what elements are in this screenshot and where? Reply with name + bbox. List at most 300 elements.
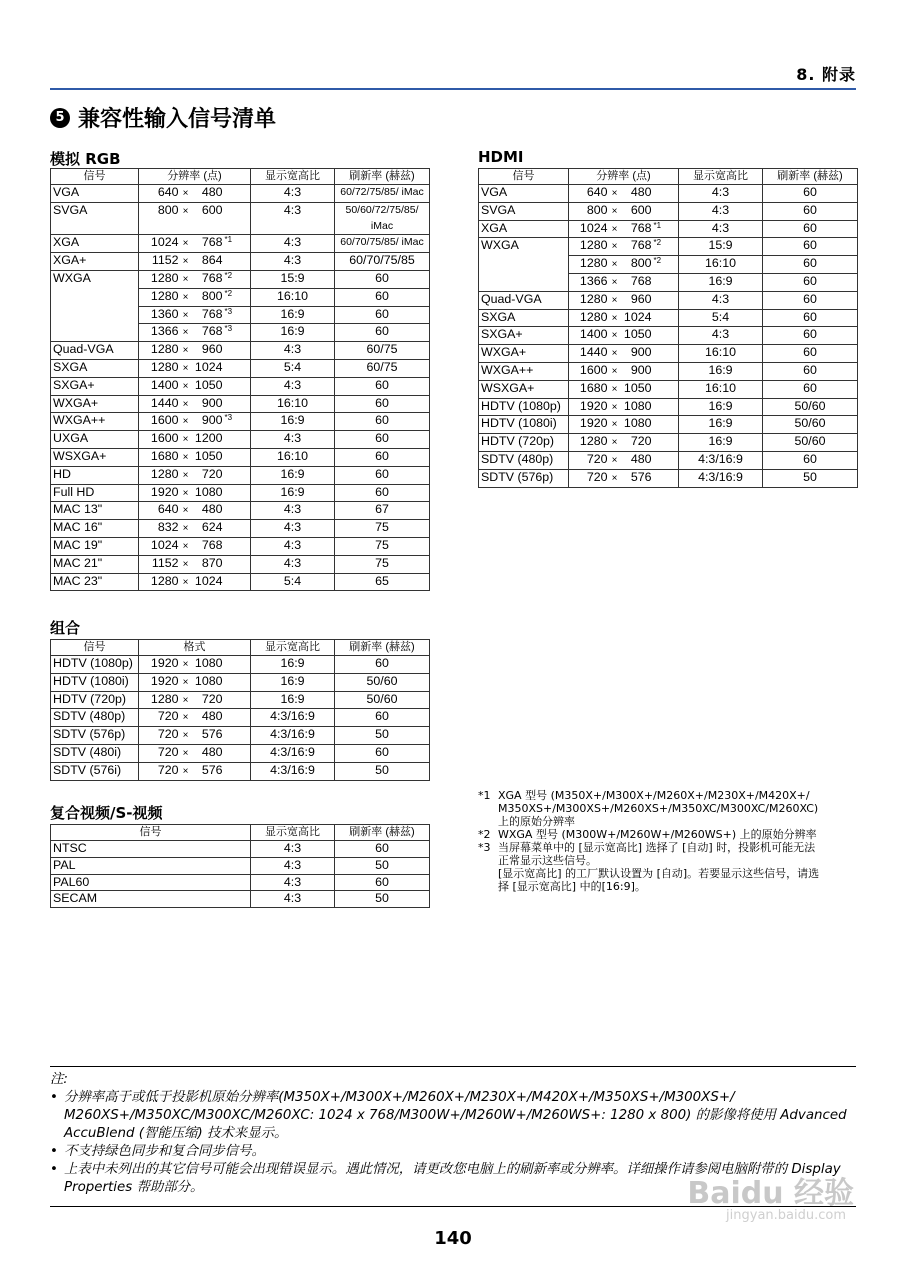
aspect-cell: 4:3 [251, 537, 335, 555]
refresh-cell: 60/70/75/85/ iMac [335, 235, 430, 253]
signal-cell [51, 324, 139, 342]
hdmi-title: HDMI [478, 148, 524, 166]
aspect-cell: 4:3 [251, 253, 335, 271]
resolution-cell [139, 359, 251, 377]
table-row [51, 762, 430, 780]
resolution [149, 431, 241, 448]
resolution-cell [569, 451, 679, 469]
times-symbol: × [182, 345, 189, 357]
table-row [479, 327, 858, 345]
resolution-width: 1280 [150, 359, 179, 374]
analog-rgb-title: 模拟 RGB [50, 150, 121, 168]
aspect-cell: 16:10 [251, 448, 335, 466]
signal-cell: HDTV (1080i) [51, 673, 139, 691]
refresh-cell: 60 [335, 324, 430, 342]
aspect-cell: 16:9 [679, 398, 763, 416]
table-row [51, 673, 430, 691]
resolution [578, 256, 670, 273]
resolution [578, 399, 670, 416]
footnote-line: M350XS+/M300XS+/M260XS+/M350XC/M300XC/M260XC) [498, 802, 819, 815]
footnote-ref: *2 [224, 270, 233, 280]
signal-cell: Quad-VGA [51, 342, 139, 360]
refresh-cell: 60 [763, 380, 858, 398]
refresh-cell: 60 [763, 345, 858, 363]
refresh-cell: 60 [763, 220, 858, 238]
table-header-row [479, 169, 858, 185]
signal-cell: XGA [479, 220, 569, 238]
resolution [149, 574, 241, 591]
resolution-height: 1080 [194, 673, 223, 688]
aspect-cell: 4:3/16:9 [251, 727, 335, 745]
resolution [149, 763, 241, 780]
times-symbol: × [611, 365, 618, 377]
resolution-width: 1680 [150, 448, 179, 463]
table-row [51, 555, 430, 573]
col-header-resolution: 分辨率 (点) [139, 169, 251, 185]
footnote-text [498, 789, 858, 828]
resolution-width: 720 [586, 469, 608, 484]
resolution [149, 342, 241, 359]
signal-cell: HDTV (1080i) [479, 416, 569, 434]
resolution-cell [139, 484, 251, 502]
resolution-width: 1400 [150, 377, 179, 392]
resolution-width: 1920 [150, 484, 179, 499]
aspect-cell: 4:3 [251, 874, 335, 891]
resolution [149, 324, 241, 341]
resolution-cell [139, 744, 251, 762]
table-row [51, 431, 430, 449]
resolution-height: 900 [630, 362, 652, 377]
resolution-width: 1280 [150, 342, 179, 357]
resolution-height: 900 [201, 413, 223, 428]
resolution-height: 1080 [194, 484, 223, 499]
times-symbol: × [182, 765, 189, 777]
note-text: 上表中未列出的其它信号可能会出现错误显示。遇此情况，请更改您电脑上的刷新率或分辨率。详细操作请参阅电脑附带的 Display Properties 帮助部分。 [64, 1162, 841, 1195]
resolution-cell [139, 520, 251, 538]
times-symbol: × [182, 327, 189, 339]
refresh-cell: 75 [335, 537, 430, 555]
resolution-cell [569, 291, 679, 309]
table-row [479, 434, 858, 452]
refresh-cell: 60 [763, 273, 858, 291]
table-row [51, 484, 430, 502]
table-row [479, 469, 858, 487]
refresh-cell: 75 [335, 555, 430, 573]
aspect-cell: 16:9 [251, 691, 335, 709]
resolution-width: 1360 [150, 306, 179, 321]
resolution-cell [569, 345, 679, 363]
resolution [149, 485, 241, 502]
table-row [51, 857, 430, 874]
aspect-cell: 4:3/16:9 [679, 451, 763, 469]
resolution [578, 185, 670, 202]
resolution-width: 1920 [150, 656, 179, 670]
times-symbol: × [182, 291, 189, 303]
resolution-width: 832 [157, 520, 179, 535]
signal-cell: PAL [51, 857, 251, 874]
table-row [51, 502, 430, 520]
aspect-cell: 4:3 [251, 185, 335, 203]
section-number-badge: 5 [50, 108, 70, 128]
page-number: 140 [434, 1228, 472, 1249]
resolution-height: 960 [201, 342, 223, 357]
refresh-cell: 50/60 [335, 673, 430, 691]
aspect-cell: 5:4 [251, 359, 335, 377]
table-row [479, 256, 858, 274]
table-row [479, 185, 858, 203]
resolution-width: 1280 [579, 309, 608, 324]
resolution-height: 600 [630, 202, 652, 217]
signal-cell: WSXGA+ [479, 380, 569, 398]
signal-cell [479, 256, 569, 274]
col-header-aspect: 显示宽高比 [679, 169, 763, 185]
table-row [51, 573, 430, 591]
refresh-cell: 60 [335, 288, 430, 306]
resolution-width: 720 [157, 709, 179, 724]
resolution-cell [569, 309, 679, 327]
resolution [149, 520, 241, 537]
col-header-format: 格式 [139, 640, 251, 656]
signal-cell: SDTV (480i) [51, 744, 139, 762]
table-header-row [51, 640, 430, 656]
aspect-cell: 5:4 [251, 573, 335, 591]
times-symbol: × [182, 309, 189, 321]
resolution [578, 452, 670, 469]
signal-cell: SVGA [51, 202, 139, 235]
refresh-cell: 50/60 [763, 416, 858, 434]
table-row [51, 448, 430, 466]
resolution [149, 413, 241, 430]
resolution-height: 864 [201, 253, 223, 268]
resolution-cell [139, 202, 251, 235]
refresh-cell: 50 [335, 891, 430, 908]
table-row [479, 380, 858, 398]
resolution-height: 576 [201, 762, 223, 777]
table-row [479, 451, 858, 469]
watermark-url: jingyan.baidu.com [726, 1208, 846, 1223]
resolution-cell [139, 537, 251, 555]
refresh-cell: 60 [335, 841, 430, 858]
resolution-height: 1024 [194, 573, 223, 588]
resolution-width: 1366 [579, 273, 608, 288]
table-row [51, 537, 430, 555]
signal-cell: SXGA [51, 359, 139, 377]
refresh-cell: 60 [335, 431, 430, 449]
footnote-line: 择 [显示宽高比] 中的[16:9]。 [498, 880, 646, 893]
table-row [479, 291, 858, 309]
times-symbol: × [182, 659, 189, 670]
times-symbol: × [182, 362, 189, 374]
refresh-cell: 60 [335, 656, 430, 674]
aspect-cell: 16:9 [251, 466, 335, 484]
footnote-text [498, 841, 858, 893]
times-symbol: × [611, 437, 618, 449]
footnote-ref: *2 [224, 288, 233, 298]
footnote-ref: *1 [653, 220, 662, 230]
footnote-text [498, 828, 858, 841]
table-row [51, 235, 430, 253]
resolution-height: 576 [630, 469, 652, 484]
aspect-cell: 4:3 [679, 220, 763, 238]
resolution [149, 185, 241, 202]
footnote-mark: *2 [478, 828, 491, 841]
refresh-cell: 60 [763, 327, 858, 345]
signal-cell: WXGA [51, 270, 139, 288]
footnote-line: WXGA 型号 (M300W+/M260W+/M260WS+) 上的原始分辨率 [498, 828, 817, 841]
aspect-cell: 16:9 [679, 434, 763, 452]
refresh-cell: 50 [335, 727, 430, 745]
signal-cell: MAC 19" [51, 537, 139, 555]
aspect-cell: 16:10 [251, 395, 335, 413]
signal-cell: SDTV (480p) [479, 451, 569, 469]
resolution [149, 449, 241, 466]
aspect-cell: 16:9 [679, 273, 763, 291]
refresh-cell: 50 [763, 469, 858, 487]
times-symbol: × [611, 419, 618, 431]
table-row [51, 377, 430, 395]
footnote-ref: *1 [224, 235, 233, 245]
resolution-cell [139, 377, 251, 395]
signal-cell: MAC 21" [51, 555, 139, 573]
resolution [149, 692, 241, 709]
times-symbol: × [611, 205, 618, 217]
resolution-width: 1400 [579, 327, 608, 342]
footnote-line: 当屏幕菜单中的 [显示宽高比] 选择了 [自动] 时，投影机可能无法 [498, 841, 816, 854]
refresh-cell: 60 [335, 306, 430, 324]
resolution-width: 1920 [579, 398, 608, 413]
times-symbol: × [182, 469, 189, 481]
resolution-height: 900 [201, 395, 223, 410]
resolution [149, 656, 241, 673]
resolution-cell [139, 762, 251, 780]
resolution-width: 1280 [579, 256, 608, 271]
table-row [51, 841, 430, 858]
footnotes [478, 789, 858, 893]
resolution-width: 720 [157, 762, 179, 777]
aspect-cell: 4:3 [679, 185, 763, 203]
resolution [149, 556, 241, 573]
table-header-row [51, 169, 430, 185]
signal-cell: MAC 23" [51, 573, 139, 591]
times-symbol: × [182, 694, 189, 706]
table-header-row [51, 825, 430, 841]
aspect-cell: 16:9 [251, 484, 335, 502]
resolution [578, 381, 670, 398]
times-symbol: × [611, 383, 618, 395]
aspect-cell: 5:4 [679, 309, 763, 327]
times-symbol: × [182, 505, 189, 517]
footnote-mark: *1 [478, 789, 491, 802]
resolution-height: 870 [201, 555, 223, 570]
table-row [51, 727, 430, 745]
aspect-cell: 16:10 [679, 256, 763, 274]
times-symbol: × [182, 256, 189, 268]
table-row [51, 874, 430, 891]
note-item: • 上表中未列出的其它信号可能会出现错误显示。遇此情况，请更改您电脑上的刷新率或分辨率。详细操作请参阅电脑附带的 Display Properties 帮助部分。 [50, 1161, 856, 1197]
resolution-width: 800 [157, 202, 179, 217]
resolution [578, 363, 670, 380]
refresh-cell: 50/60 [335, 691, 430, 709]
refresh-cell: 60 [763, 238, 858, 256]
signal-cell: WXGA+ [51, 395, 139, 413]
col-header-refresh: 刷新率 (赫兹) [335, 169, 430, 185]
note-text: 分辨率高于或低于投影机原始分辨率(M350X+/M300X+/M260X+/M230X+/M420X+/M350XS+/M300XS+/ M260XS+/M350XC/M300XC/M260XC: 1024 x 768/M300W+/M260W+/M260WS+: 1280 x 800) 的影像将使用 Advanced AccuBlend (智能压缩) 技术来显示。 [64, 1090, 847, 1141]
resolution [149, 235, 241, 252]
signal-cell: XGA+ [51, 253, 139, 271]
times-symbol: × [182, 238, 189, 250]
times-symbol: × [611, 401, 618, 413]
resolution-height: 768 [201, 306, 223, 321]
signal-cell: SXGA+ [51, 377, 139, 395]
aspect-cell: 16:9 [679, 362, 763, 380]
resolution-width: 1280 [579, 238, 608, 253]
footnote-line: XGA 型号 (M350X+/M300X+/M260X+/M230X+/M420X+/ [498, 789, 810, 802]
aspect-cell: 15:9 [251, 270, 335, 288]
resolution-height: 1024 [623, 309, 652, 324]
resolution-cell [139, 673, 251, 691]
table-row [51, 709, 430, 727]
resolution-width: 1920 [579, 416, 608, 431]
refresh-cell: 75 [335, 520, 430, 538]
table-row [51, 891, 430, 908]
col-header-signal: 信号 [51, 825, 251, 841]
times-symbol: × [182, 434, 189, 446]
aspect-cell: 4:3/16:9 [251, 709, 335, 727]
times-symbol: × [611, 294, 618, 306]
resolution-width: 1680 [579, 380, 608, 395]
resolution-height: 480 [201, 709, 223, 724]
signal-cell: MAC 13" [51, 502, 139, 520]
signal-cell: SDTV (480p) [51, 709, 139, 727]
resolution-cell [139, 709, 251, 727]
resolution-width: 1152 [151, 253, 179, 268]
refresh-cell: 60 [763, 362, 858, 380]
refresh-cell: 67 [335, 502, 430, 520]
signal-cell: WXGA++ [51, 413, 139, 431]
col-header-aspect: 显示宽高比 [251, 640, 335, 656]
aspect-cell: 16:9 [251, 324, 335, 342]
resolution-cell [139, 413, 251, 431]
resolution-height: 720 [630, 434, 652, 449]
resolution-height: 1050 [623, 380, 652, 395]
signal-cell: NTSC [51, 841, 251, 858]
times-symbol: × [611, 348, 618, 360]
refresh-cell: 60 [335, 395, 430, 413]
resolution-height: 1080 [194, 656, 223, 670]
signal-cell: HDTV (1080p) [51, 656, 139, 674]
table-row [479, 345, 858, 363]
table-row [51, 413, 430, 431]
refresh-cell: 60 [763, 291, 858, 309]
resolution-width: 1280 [150, 466, 179, 481]
footnote-line: 上的原始分辨率 [498, 815, 575, 828]
table-row [479, 273, 858, 291]
resolution-height: 800 [630, 256, 652, 271]
resolution-height: 900 [630, 345, 652, 360]
resolution-height: 1200 [194, 431, 223, 446]
resolution-cell [569, 380, 679, 398]
resolution-cell [139, 324, 251, 342]
aspect-cell: 16:9 [251, 673, 335, 691]
resolution-width: 1440 [150, 395, 179, 410]
component-table [50, 639, 430, 781]
resolution [149, 674, 241, 691]
resolution-width: 1024 [150, 235, 179, 250]
resolution-width: 720 [586, 451, 608, 466]
resolution-height: 1080 [623, 398, 652, 413]
table-row [51, 342, 430, 360]
times-symbol: × [182, 540, 189, 552]
table-row [51, 202, 430, 235]
aspect-cell: 4:3 [679, 327, 763, 345]
resolution [149, 538, 241, 555]
aspect-cell: 4:3 [251, 235, 335, 253]
resolution-cell [569, 362, 679, 380]
refresh-cell: 60 [335, 874, 430, 891]
signal-cell: VGA [51, 185, 139, 203]
resolution [149, 203, 241, 220]
times-symbol: × [182, 747, 189, 759]
resolution [578, 310, 670, 327]
resolution-width: 800 [586, 202, 608, 217]
resolution [578, 292, 670, 309]
resolution-cell [139, 466, 251, 484]
times-symbol: × [611, 330, 618, 342]
footnote-ref: *3 [224, 413, 233, 423]
resolution [149, 727, 241, 744]
times-symbol: × [182, 188, 189, 199]
resolution-width: 1920 [150, 673, 179, 688]
resolution-cell [569, 256, 679, 274]
resolution-height: 600 [201, 202, 223, 217]
aspect-cell: 4:3 [679, 202, 763, 220]
footnote-line: [显示宽高比] 的工厂默认设置为 [自动]。若要显示这些信号，请选 [498, 867, 820, 880]
aspect-cell: 16:10 [679, 380, 763, 398]
table-row [51, 744, 430, 762]
col-header-refresh: 刷新率 (赫兹) [335, 640, 430, 656]
table-row [479, 416, 858, 434]
resolution-cell [139, 691, 251, 709]
refresh-cell: 60 [335, 709, 430, 727]
resolution-width: 1280 [150, 573, 179, 588]
footnote [478, 789, 858, 828]
signal-cell: HDTV (1080p) [479, 398, 569, 416]
resolution-cell [139, 431, 251, 449]
table-row [479, 309, 858, 327]
table-row [51, 466, 430, 484]
signal-cell: PAL60 [51, 874, 251, 891]
refresh-cell: 60/70/75/85 [335, 253, 430, 271]
resolution [149, 360, 241, 377]
signal-cell: HDTV (720p) [51, 691, 139, 709]
table-row [51, 520, 430, 538]
note-text: 不支持绿色同步和复合同步信号。 [64, 1144, 265, 1159]
col-header-signal: 信号 [51, 169, 139, 185]
refresh-cell: 60 [335, 466, 430, 484]
resolution [149, 378, 241, 395]
resolution [578, 470, 670, 487]
resolution-height: 1024 [194, 359, 223, 374]
refresh-cell: 60 [335, 448, 430, 466]
times-symbol: × [611, 454, 618, 466]
col-header-refresh: 刷新率 (赫兹) [763, 169, 858, 185]
aspect-cell: 4:3 [251, 342, 335, 360]
resolution-cell [139, 342, 251, 360]
resolution-width: 720 [157, 744, 179, 759]
signal-cell [51, 306, 139, 324]
resolution-height: 480 [201, 744, 223, 759]
component-title: 组合 [50, 619, 81, 637]
